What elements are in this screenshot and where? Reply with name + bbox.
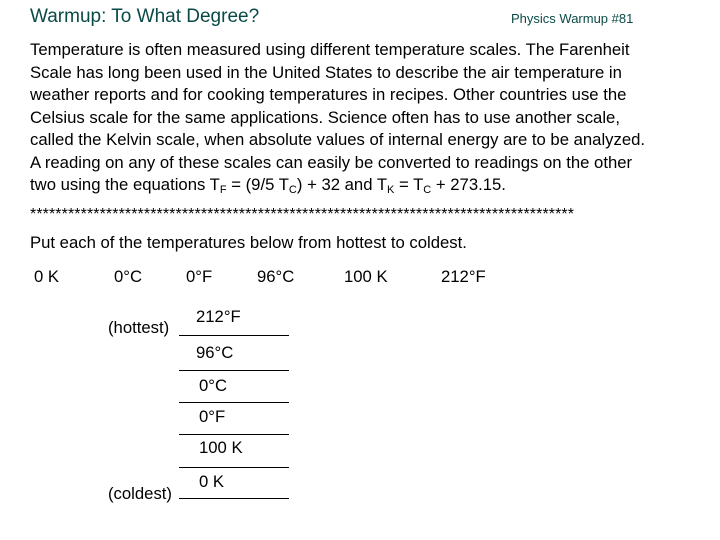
option-0f: 0°F <box>186 267 213 286</box>
rank-answer-2: 96°C <box>196 343 234 362</box>
answer-line <box>179 434 289 435</box>
answer-line <box>179 370 289 371</box>
paragraph-line: A reading on any of these scales can easily be converted to readings on the other <box>30 152 633 172</box>
rank-answer-1: 212°F <box>196 307 241 326</box>
paragraph-line: weather reports and for cooking temperatures in recipes. Other countries use the <box>30 85 627 104</box>
option-0k: 0 K <box>34 267 60 286</box>
equation-text: = (9/5 T <box>226 175 289 194</box>
asterisk-divider: ************************************************************************************** <box>30 206 575 223</box>
rank-answer-4: 0°F <box>199 407 226 426</box>
coldest-label: (coldest) <box>108 484 172 503</box>
equation-text: = T <box>394 175 424 194</box>
subscript-f: F <box>219 184 227 196</box>
slide-title: Warmup: To What Degree? <box>30 6 260 27</box>
paragraph-line: called the Kelvin scale, when absolute values of internal energy are to be analyzed. <box>30 130 646 149</box>
paragraph-line: Scale has long been used in the United States to describe the air temperature in <box>30 62 622 82</box>
equation-line <box>30 174 702 197</box>
hottest-label: (hottest) <box>108 318 170 337</box>
equation-text: ) + 32 and T <box>296 175 388 194</box>
option-100k: 100 K <box>344 267 388 286</box>
intro-paragraph <box>30 39 702 197</box>
subscript-c: C <box>288 184 297 196</box>
paragraph-line: Celsius scale for the same applications. Science often has to use another scale, <box>30 107 620 127</box>
slide-number: Physics Warmup #81 <box>511 11 634 26</box>
rank-answer-3: 0°C <box>199 376 228 395</box>
answer-line <box>179 467 289 468</box>
answer-line <box>179 498 289 499</box>
answer-line <box>179 402 289 403</box>
instruction-text: Put each of the temperatures below from hottest to coldest. <box>30 233 467 252</box>
subscript-k: K <box>387 184 395 196</box>
answer-line <box>179 335 289 336</box>
option-96c: 96°C <box>257 267 295 286</box>
rank-answer-5: 100 K <box>199 438 243 457</box>
rank-answer-6: 0 K <box>199 472 225 491</box>
option-0c: 0°C <box>114 267 143 286</box>
subscript-c: C <box>423 184 432 196</box>
paragraph-line: Temperature is often measured using different temperature scales. The Farenheit <box>30 40 630 59</box>
equation-text: two using the equations T <box>30 175 220 194</box>
option-212f: 212°F <box>441 267 486 286</box>
equation-text: + 273.15. <box>431 175 506 194</box>
